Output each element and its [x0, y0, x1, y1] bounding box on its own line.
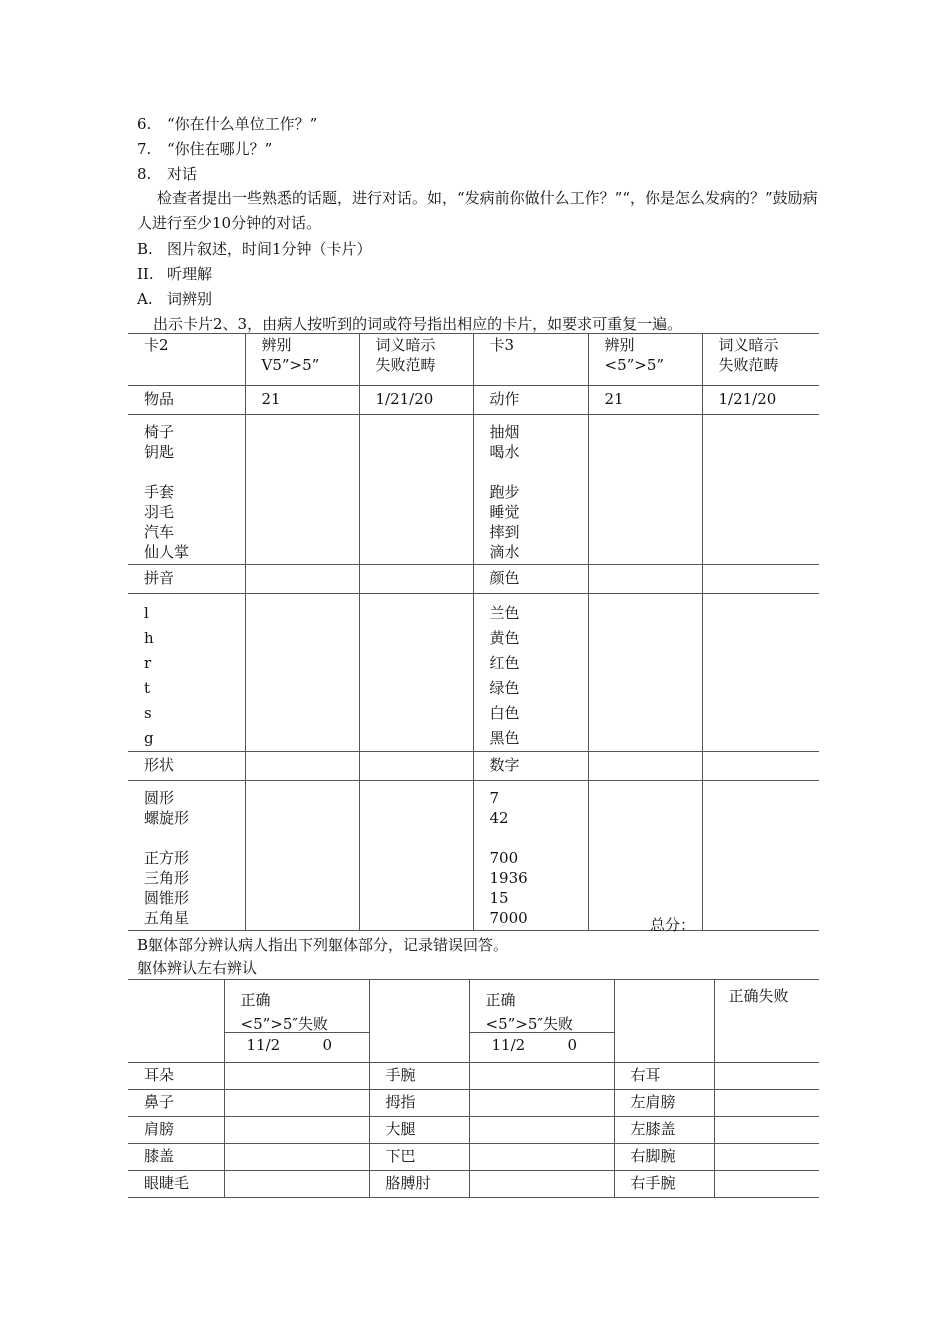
body-part-cell: 鼻子	[128, 1090, 224, 1117]
body-part-cell: 大腿	[369, 1117, 469, 1144]
body-part-subtitle: 躯体辨认左右辨认	[137, 959, 258, 977]
items-row	[128, 781, 819, 931]
category-label: 物品	[128, 386, 245, 415]
word-discrimination-table	[128, 333, 819, 931]
item-list: 圆形 螺旋形 正方形 三角形 圆锥形 五角星	[128, 781, 245, 931]
score-cell	[359, 565, 473, 594]
answer-cell	[245, 781, 359, 931]
total-score-label: 总分：	[650, 916, 696, 934]
score-cell	[245, 752, 359, 781]
score-cell	[702, 752, 819, 781]
score-cell: 1/21/20	[359, 386, 473, 415]
table-row	[128, 1063, 819, 1090]
table-row	[128, 1144, 819, 1171]
body-part-cell: 左肩膀	[614, 1090, 714, 1117]
section-ii-listening: II. 听理解	[137, 265, 213, 283]
header-semantic-1: 词义暗示 失败范畴	[359, 334, 473, 386]
score-cell	[245, 565, 359, 594]
answer-cell	[359, 781, 473, 931]
category-row	[128, 386, 819, 415]
items-row	[128, 415, 819, 565]
score-cell	[702, 565, 819, 594]
body-part-cell: 下巴	[369, 1144, 469, 1171]
header-empty	[614, 980, 714, 1063]
body-part-cell: 眼睫毛	[128, 1171, 224, 1198]
body-part-cell: 耳朵	[128, 1063, 224, 1090]
answer-cell	[588, 781, 702, 931]
score-cell: 21	[588, 386, 702, 415]
category-label: 动作	[473, 386, 588, 415]
header-semantic-2: 词义暗示 失败范畴	[702, 334, 819, 386]
answer-cell	[245, 415, 359, 565]
body-part-cell: 手腕	[369, 1063, 469, 1090]
body-part-cell: 肩膀	[128, 1117, 224, 1144]
category-row	[128, 752, 819, 781]
answer-cell	[359, 594, 473, 752]
table-row	[128, 1171, 819, 1198]
instruction-text: 出示卡片2、3，由病人按听到的词或符号指出相应的卡片，如要求可重复一遍。	[153, 315, 683, 333]
body-part-cell: 右耳	[614, 1063, 714, 1090]
answer-cell	[702, 781, 819, 931]
header-correct-2: 正确 <5”>5″失败 11/2 0	[469, 980, 614, 1063]
table-header-row	[128, 334, 819, 386]
item-list: l h r t s g	[128, 594, 245, 752]
score-cell: 1/21/20	[702, 386, 819, 415]
category-label: 颜色	[473, 565, 588, 594]
items-row	[128, 594, 819, 752]
item-list: 抽烟 喝水 跑步 睡觉 摔到 滴水	[473, 415, 588, 565]
score-cell	[359, 752, 473, 781]
body-part-cell: 右脚腕	[614, 1144, 714, 1171]
body-part-cell: 拇指	[369, 1090, 469, 1117]
header-card2: 卡2	[128, 334, 245, 386]
body-part-cell: 左膝盖	[614, 1117, 714, 1144]
table-header-row	[128, 980, 819, 1063]
category-row	[128, 565, 819, 594]
header-correct-1: 正确 <5”>5″失败 11/2 0	[224, 980, 369, 1063]
score-cell	[588, 752, 702, 781]
question-6: 6. “你在什么单位工作？”	[137, 115, 318, 133]
header-empty	[128, 980, 224, 1063]
body-part-cell: 胳膊肘	[369, 1171, 469, 1198]
header-discrimination-1: 辨别 V5”>5”	[245, 334, 359, 386]
item-list: 7 42 700 1936 15 7000	[473, 781, 588, 931]
header-card3: 卡3	[473, 334, 588, 386]
body-part-cell: 膝盖	[128, 1144, 224, 1171]
score-cell	[588, 565, 702, 594]
body-part-instruction: B躯体部分辨认病人指出下列躯体部分，记录错误回答。	[137, 936, 509, 954]
answer-cell	[702, 594, 819, 752]
item-list: 椅子 钥匙 手套 羽毛 汽车 仙人掌	[128, 415, 245, 565]
table-row	[128, 1090, 819, 1117]
answer-cell	[359, 415, 473, 565]
answer-cell	[702, 415, 819, 565]
answer-cell	[245, 594, 359, 752]
section-a-word: A. 词辨别	[137, 290, 213, 308]
score-cell: 21	[245, 386, 359, 415]
category-label: 形状	[128, 752, 245, 781]
header-correct-fail: 正确失败	[714, 980, 819, 1063]
answer-cell	[588, 594, 702, 752]
table-row	[128, 1117, 819, 1144]
header-empty	[369, 980, 469, 1063]
question-7: 7. “你住在哪儿？”	[137, 140, 273, 158]
body-part-cell: 右手腕	[614, 1171, 714, 1198]
question-8: 8. 对话	[137, 165, 198, 183]
category-label: 数字	[473, 752, 588, 781]
header-discrimination-2: 辨别 <5”>5”	[588, 334, 702, 386]
dialog-paragraph: 检查者提出一些熟悉的话题，进行对话。如，“发病前你做什么工作？”“，你是怎么发病的？”鼓励病人进行至少10分钟的对话。	[137, 189, 818, 232]
section-b-picture: B. 图片叙述，时间1分钟（卡片）	[137, 240, 372, 258]
item-list: 兰色 黄色 红色 绿色 白色 黑色	[473, 594, 588, 752]
answer-cell	[588, 415, 702, 565]
category-label: 拼音	[128, 565, 245, 594]
body-part-table	[128, 979, 819, 1198]
